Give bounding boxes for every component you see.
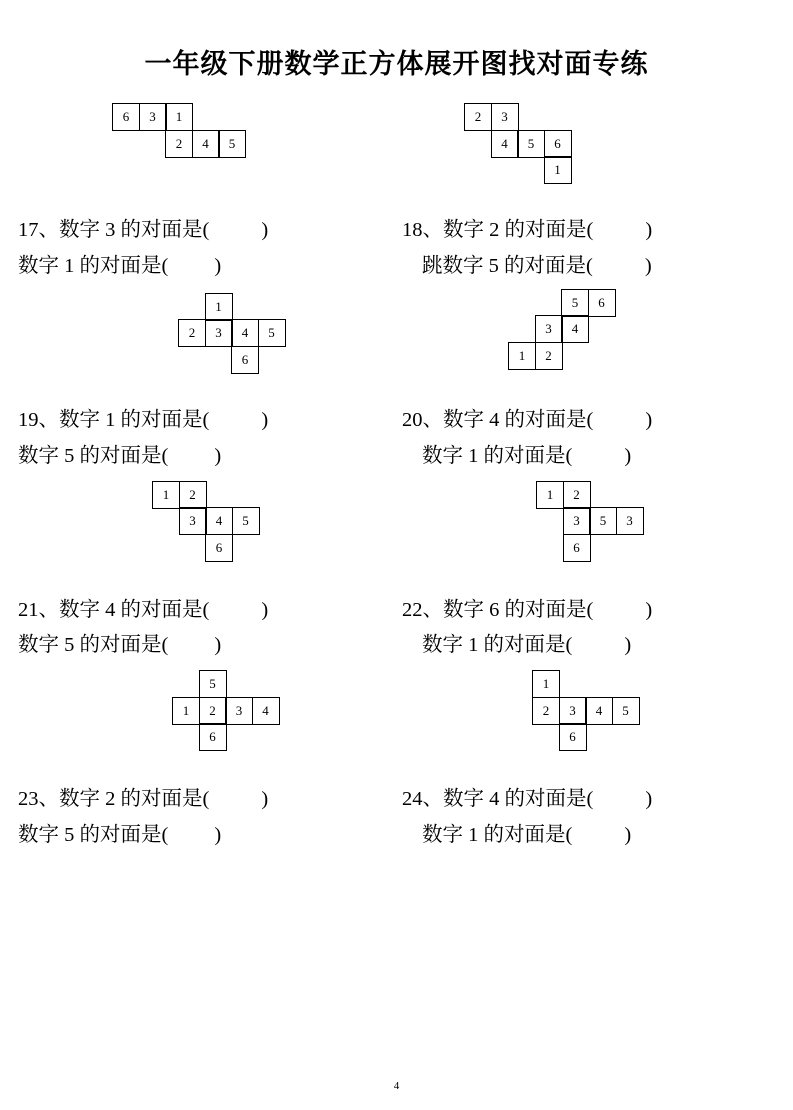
net-face-cell: 4 [585,697,613,725]
cube-net-18 [396,95,792,213]
question-text: 数字 2 的对面是( [59,788,210,811]
net-face-cell: 1 [508,342,536,370]
question-24-line2 [422,818,792,854]
problem-index: 18、 [402,219,443,241]
problem-index: 24、 [402,788,443,811]
question-17-line1 [18,213,396,249]
question-23-line2 [18,818,396,854]
problem-19 [0,285,396,475]
question-18-line1 [402,213,792,249]
net-face-cell: 4 [252,697,280,725]
problem-18 [396,95,792,285]
cube-net-19 [0,285,396,403]
problems-container [0,95,793,854]
net-face-cell: 4 [561,315,589,343]
question-text: 数字 3 的对面是( [59,219,210,241]
problem-index: 20、 [402,408,443,431]
close-paren: ) [261,219,269,241]
net-face-cell: 6 [205,534,233,562]
worksheet-page [0,42,793,1110]
net-face-cell: 5 [258,319,286,347]
net-face-cell: 3 [563,507,591,535]
problem-17 [0,95,396,285]
cube-net-21 [0,475,396,593]
question-22-line2 [422,628,792,664]
question-text: 数字 5 的对面是( [18,824,169,847]
net-face-cell: 5 [199,670,227,698]
net-face-cell: 4 [192,130,220,158]
question-19-line1 [18,403,396,439]
question-20-line1 [402,403,792,439]
problem-index: 23、 [18,788,59,811]
net-face-cell: 6 [559,723,587,751]
question-text: 数字 5 的对面是( [18,634,169,657]
net-face-cell: 2 [563,481,591,509]
question-18-line2 [422,249,792,285]
close-paren: ) [261,788,269,811]
problem-index: 22、 [402,598,443,621]
close-paren: ) [624,634,632,657]
net-face-cell: 3 [559,697,587,725]
problem-row [0,664,793,854]
cube-net-22 [396,475,792,593]
question-text: 数字 4 的对面是( [59,598,210,621]
net-face-cell: 2 [464,103,492,131]
net-face-cell: 4 [231,319,259,347]
close-paren: ) [261,408,269,431]
question-24-line1 [402,782,792,818]
net-face-cell: 3 [179,507,207,535]
question-text: 数字 1 的对面是( [59,408,210,431]
problem-row [0,475,793,665]
close-paren: ) [624,824,632,847]
close-paren: ) [645,408,653,431]
close-paren: ) [214,824,222,847]
question-21-line1 [18,593,396,629]
close-paren: ) [214,254,222,277]
problem-row [0,285,793,475]
question-text: 数字 1 的对面是( [422,444,573,467]
page-title: 一年级下册数学正方体展开图找对面专练 [144,49,649,79]
net-face-cell: 3 [205,319,233,347]
net-face-cell: 6 [588,289,616,317]
question-text: 数字 2 的对面是( [443,219,594,241]
net-face-cell: 5 [612,697,640,725]
net-face-cell: 5 [561,289,589,317]
net-face-cell: 5 [218,130,246,158]
question-text: 数字 4 的对面是( [443,788,594,811]
page-number: 4 [393,1080,400,1092]
net-face-cell: 2 [165,130,193,158]
net-face-cell: 1 [152,481,180,509]
net-face-cell: 2 [532,697,560,725]
question-21-line2 [18,628,396,664]
net-face-cell: 2 [179,481,207,509]
net-face-cell: 1 [165,103,193,131]
net-face-cell: 3 [225,697,253,725]
problem-index: 19、 [18,408,59,431]
close-paren: ) [214,444,222,467]
close-paren: ) [645,219,653,241]
question-text: 数字 5 的对面是( [18,444,169,467]
question-17-line2 [18,249,396,285]
cube-net-20 [396,285,792,403]
net-face-cell: 3 [616,507,644,535]
question-text: 数字 1 的对面是( [422,824,573,847]
net-face-cell: 4 [205,507,233,535]
net-face-cell: 3 [491,103,519,131]
net-face-cell: 6 [112,103,140,131]
net-face-cell: 1 [536,481,564,509]
net-face-cell: 3 [535,315,563,343]
question-20-line2 [422,439,792,475]
close-paren: ) [645,598,653,621]
cube-net-24 [396,664,792,782]
question-text: 数字 6 的对面是( [443,598,594,621]
question-19-line2 [18,439,396,475]
net-face-cell: 5 [589,507,617,535]
net-face-cell: 1 [205,293,233,321]
close-paren: ) [644,254,652,277]
net-face-cell: 6 [231,346,259,374]
net-face-cell: 6 [563,534,591,562]
problem-index: 17、 [18,219,59,241]
close-paren: ) [624,444,632,467]
question-22-line1 [402,593,792,629]
net-face-cell: 2 [178,319,206,347]
cube-net-23 [0,664,396,782]
net-face-cell: 2 [535,342,563,370]
question-text: 跳数字 5 的对面是( [422,254,593,277]
problem-index: 21、 [18,598,59,621]
question-text: 数字 1 的对面是( [422,634,573,657]
problem-22 [396,475,792,665]
question-23-line1 [18,782,396,818]
net-face-cell: 2 [199,697,227,725]
net-face-cell: 3 [139,103,167,131]
problem-24 [396,664,792,854]
net-face-cell: 6 [199,723,227,751]
net-face-cell: 5 [517,130,545,158]
net-face-cell: 4 [491,130,519,158]
close-paren: ) [261,598,269,621]
problem-21 [0,475,396,665]
net-face-cell: 1 [544,156,572,184]
question-text: 数字 4 的对面是( [443,408,594,431]
net-face-cell: 5 [232,507,260,535]
net-face-cell: 1 [532,670,560,698]
question-text: 数字 1 的对面是( [18,254,169,277]
problem-20 [396,285,792,475]
close-paren: ) [645,788,653,811]
net-face-cell: 6 [544,130,572,158]
problem-row [0,95,793,285]
cube-net-17 [0,95,396,213]
close-paren: ) [214,634,222,657]
net-face-cell: 1 [172,697,200,725]
problem-23 [0,664,396,854]
